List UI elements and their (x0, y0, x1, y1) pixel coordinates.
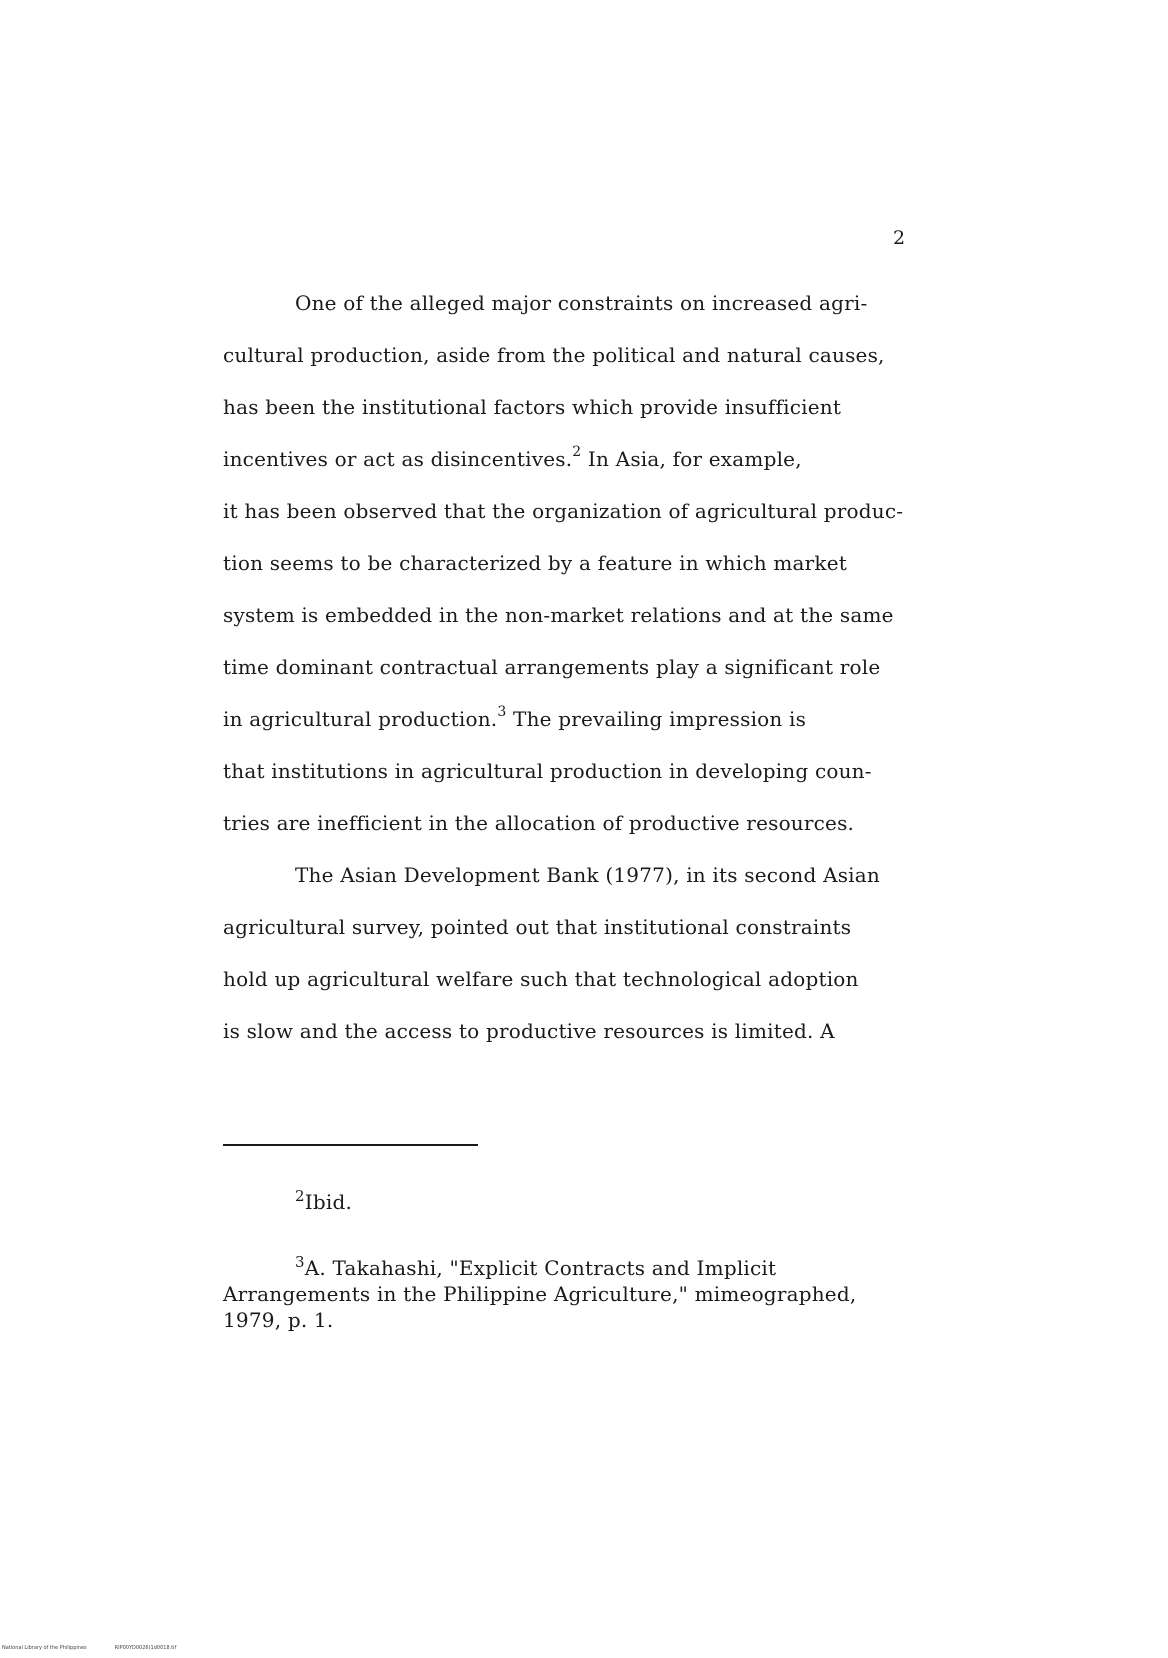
page-number: 2 (893, 227, 906, 249)
text-line: it has been observed that the organization of agricultural produc- (223, 499, 904, 523)
text-line: The Asian Development Bank (1977), in its second Asian (295, 863, 880, 887)
text-line: that institutions in agricultural production in developing coun- (223, 759, 872, 783)
footnote-separator (223, 1144, 478, 1146)
footnote-3-line-3: 1979, p. 1. (223, 1308, 334, 1332)
footnote-2 (295, 1187, 353, 1215)
footnote-3-line-2: Arrangements in the Philippine Agriculture," mimeographed, (223, 1282, 857, 1306)
text-line (223, 706, 806, 732)
text-span: In Asia, for example, (581, 447, 802, 471)
text-line: has been the institutional factors which provide insufficient (223, 395, 842, 419)
footnote-marker: 3 (295, 1253, 305, 1271)
text-span: in agricultural production. (223, 707, 498, 731)
text-line: hold up agricultural welfare such that technological adoption (223, 967, 859, 991)
footnote-ref-2: 2 (572, 444, 582, 460)
text-span: incentives or act as disincentives. (223, 447, 573, 471)
scan-footer (2, 1645, 204, 1652)
text-line: is slow and the access to productive resources is limited. A (223, 1019, 835, 1043)
scan-library-label: National Library of the Philippines (2, 1645, 87, 1651)
scan-file-label: RIP00YD0026(1d0018.tif (114, 1645, 177, 1651)
footnote-ref-3: 3 (497, 704, 507, 720)
footnote-text: Ibid. (304, 1190, 353, 1214)
text-line: tries are inefficient in the allocation of productive resources. (223, 811, 855, 835)
footnote-marker: 2 (295, 1187, 305, 1205)
text-line (223, 446, 802, 472)
text-line: agricultural survey, pointed out that institutional constraints (223, 915, 852, 939)
text-line: cultural production, aside from the political and natural causes, (223, 343, 885, 367)
text-line: tion seems to be characterized by a feature in which market (223, 551, 848, 575)
text-span: The prevailing impression is (506, 707, 807, 731)
footnote-text: A. Takahashi, "Explicit Contracts and Implicit (304, 1256, 777, 1280)
text-line: One of the alleged major constraints on increased agri- (295, 291, 868, 315)
text-line: system is embedded in the non-market relations and at the same (223, 603, 894, 627)
footnote-3 (295, 1253, 777, 1281)
text-line: time dominant contractual arrangements play a significant role (223, 655, 881, 679)
